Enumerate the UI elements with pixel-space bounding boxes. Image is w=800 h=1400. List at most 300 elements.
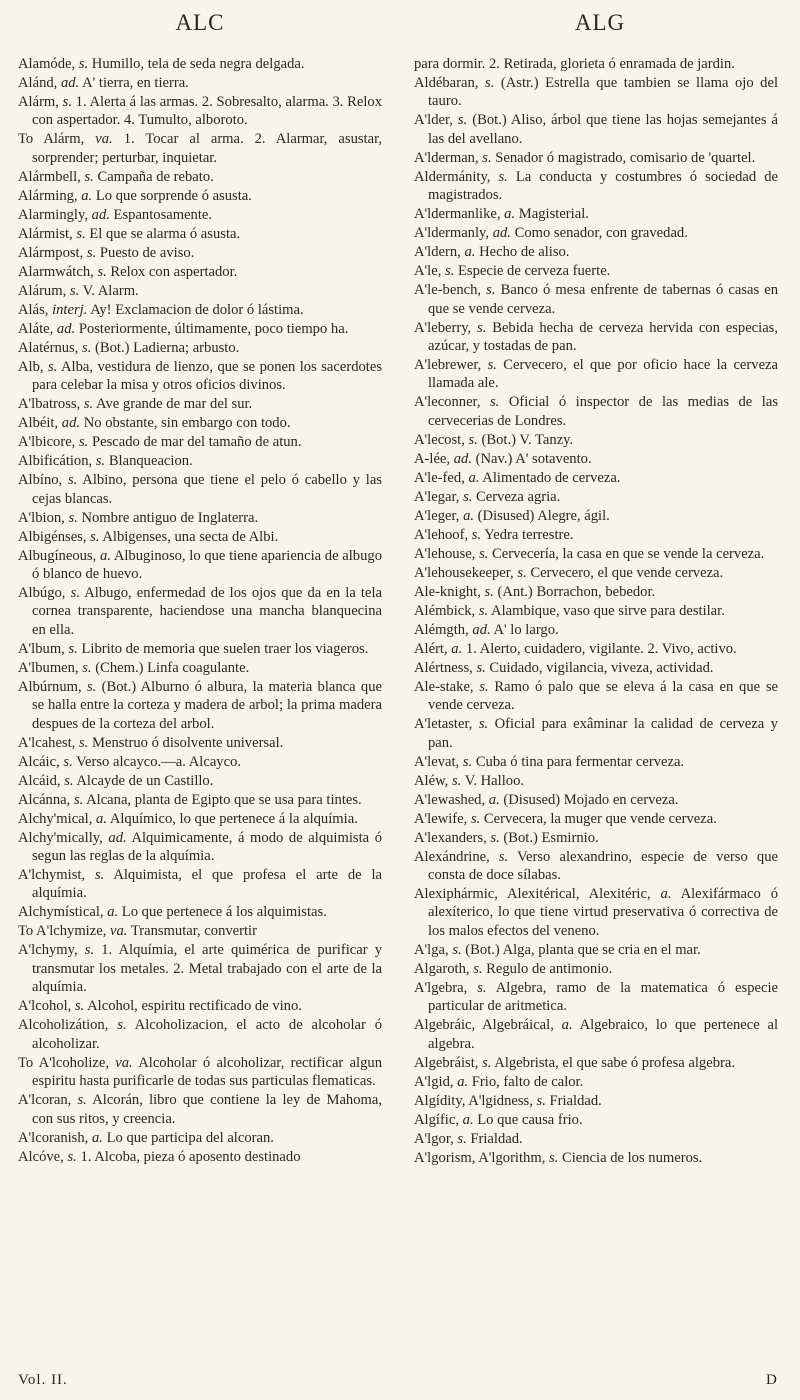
entry-definition: Alquimista, el que profesa el arte de la alquímia. <box>32 867 383 902</box>
dictionary-entry <box>18 659 382 677</box>
entry-headword: A'le-bench, <box>414 282 482 299</box>
entry-grammar: a. <box>464 244 476 261</box>
dictionary-entry <box>18 1148 382 1166</box>
entry-grammar: s. <box>70 585 80 602</box>
entry-definition: Algebraico, lo que pertenece al algebra. <box>428 1017 778 1052</box>
entry-definition: Relox con aspertador. <box>110 263 238 280</box>
dictionary-entry <box>18 55 382 73</box>
dictionary-entry <box>18 339 382 357</box>
entry-headword: Alárm, <box>18 94 59 110</box>
entry-headword: Alchy'mically, <box>18 829 103 846</box>
dictionary-entry <box>18 263 382 281</box>
entry-definition: Cuba ó tina para fermentar cerveza. <box>475 753 685 770</box>
entry-definition: Regulo de antimonio. <box>486 960 613 977</box>
entry-grammar: s. <box>117 1017 127 1034</box>
entry-definition: Frialdad. <box>549 1092 602 1109</box>
entry-headword: Alarmwátch, <box>18 263 94 280</box>
entry-definition: 1. Alquímia, el arte quimérica de purificar y transmutar los metales. 2. Metal trabajado con el arte de la alquímia. <box>32 942 383 996</box>
entry-definition: Ramo ó palo que se eleva á la casa en que se vende cerveza. <box>428 678 778 714</box>
dictionary-entry <box>414 111 778 148</box>
entry-headword: A'lgorism, A'lgorithm, <box>414 1149 546 1166</box>
entry-headword: A'ldermanly, <box>414 225 490 242</box>
entry-definition: Verso alexandrino, especie de verso que consta de doce sílabas. <box>428 848 778 884</box>
entry-headword: A'lcoranish, <box>18 1129 89 1146</box>
entry-headword: Alarmingly, <box>18 206 88 223</box>
dictionary-entry <box>414 356 778 393</box>
entry-definition: No obstante, sin embargo con todo. <box>83 415 291 432</box>
entry-headword: A'lchymy, <box>18 942 78 959</box>
dictionary-entry <box>18 528 382 546</box>
entry-definition: (Bot.) Aliso, árbol que tiene las hojas semejantes á las del avellano. <box>428 112 779 147</box>
entry-headword: A'ldern, <box>414 244 461 261</box>
entry-definition: Ave grande de mar del sur. <box>96 396 253 413</box>
volume-label: Vol. II. <box>18 1372 68 1388</box>
entry-headword: A'lewife, <box>414 810 468 827</box>
entry-definition: (Astr.) Estrella que tambien se llama ojo del tauro. <box>428 75 779 110</box>
dictionary-entry <box>18 997 382 1015</box>
entry-grammar: s. <box>468 431 478 448</box>
entry-grammar: s. <box>90 528 100 545</box>
entry-definition: 1. Tocar al arma. 2. Alarmar, asustar, sorprender; perturbar, inquietar. <box>32 131 382 166</box>
entry-definition: Alba, vestidura de lienzo, que se ponen los sacerdotes para celebar la misa y otros oficios divinos. <box>32 358 383 394</box>
entry-headword: Alcáid, <box>18 772 61 789</box>
dictionary-entry <box>18 320 382 338</box>
dictionary-entry <box>414 393 778 430</box>
entry-definition: Banco ó mesa enfrente de tabernas ó casas en que se vende cerveza. <box>428 282 779 317</box>
entry-definition: 1. Alerta á las armas. 2. Sobresalto, alarma. 3. Relox con aspertador. 4. Tumulto, alboroto. <box>32 94 383 129</box>
running-head-right: ALG <box>574 10 626 35</box>
entry-definition: Bebida hecha de cerveza hervida con especias, azúcar, y tostadas de pan. <box>428 319 779 355</box>
dictionary-entry <box>414 1054 778 1072</box>
dictionary-entry <box>18 772 382 790</box>
entry-grammar: s. <box>84 168 94 185</box>
entry-grammar: s. <box>549 1149 559 1166</box>
entry-definition: (Bot.) V. Tanzy. <box>481 431 574 448</box>
dictionary-entry <box>18 1054 382 1091</box>
entry-grammar: s. <box>79 434 89 451</box>
entry-grammar: a. <box>488 791 500 808</box>
entry-definition: Alcayde de un Castillo. <box>76 772 214 789</box>
entry-grammar: ad. <box>56 320 76 337</box>
entry-definition: Humillo, tela de seda negra delgada. <box>91 56 305 72</box>
entry-definition: El que se alarma ó asusta. <box>89 225 241 242</box>
entry-grammar: s. <box>48 358 58 375</box>
dictionary-entry <box>414 753 778 771</box>
entry-grammar: s. <box>95 453 106 470</box>
entry-definition: Alcoholizacion, el acto de alcoholar ó alcoholizar. <box>32 1017 382 1052</box>
dictionary-entry <box>414 829 778 847</box>
dictionary-entry <box>414 715 778 752</box>
entry-headword: Ale-stake, <box>414 678 474 695</box>
entry-grammar: s. <box>463 488 473 505</box>
entry-definition: Senador ó magistrado, comisario de 'quartel. <box>495 149 756 166</box>
entry-headword: A-lée, <box>414 450 451 467</box>
entry-definition: Como senador, con gravedad. <box>514 225 688 242</box>
entry-headword: Alémbick, <box>414 602 476 619</box>
dictionary-entry <box>18 93 382 130</box>
entry-headword: A'lbicore, <box>18 434 76 451</box>
entry-grammar: s. <box>457 1130 467 1147</box>
entry-grammar: s. <box>473 960 483 977</box>
dictionary-entry <box>414 941 778 959</box>
entry-grammar: s. <box>82 659 92 676</box>
entry-grammar: a. <box>457 1073 469 1090</box>
entry-grammar: interj. <box>52 301 88 318</box>
entry-grammar: s. <box>490 394 500 411</box>
entry-grammar: a. <box>96 810 107 827</box>
entry-headword: Aldébaran, <box>414 75 479 91</box>
entry-definition: Espantosamente. <box>113 206 213 223</box>
entry-grammar: s. <box>451 772 462 789</box>
dictionary-entry <box>414 621 778 639</box>
entry-grammar: va. <box>95 131 113 148</box>
dictionary-entry <box>414 810 778 828</box>
dictionary-entry <box>18 452 382 470</box>
entry-definition: Alimentado de cerveza. <box>482 469 621 486</box>
entry-grammar: s. <box>97 263 107 280</box>
dictionary-entry <box>18 301 382 319</box>
entry-grammar: s. <box>498 848 509 865</box>
entry-definition: Ay! Exclamacion de dolor ó lástima. <box>90 301 304 318</box>
entry-definition: Albino, persona que tiene el pelo ó cabello y las cejas blancas. <box>32 472 382 507</box>
entry-grammar: a. <box>463 507 475 524</box>
dictionary-entry <box>414 488 778 506</box>
entry-headword: Ale-knight, <box>414 583 481 600</box>
entry-grammar: va. <box>115 1054 133 1071</box>
left-column <box>18 55 382 1167</box>
entry-headword: A'lebrewer, <box>414 357 482 374</box>
dictionary-entry <box>18 791 382 809</box>
dictionary-entry <box>414 583 778 601</box>
entry-grammar: s. <box>67 1148 77 1165</box>
entry-grammar: s. <box>63 753 73 770</box>
running-head-left: ALC <box>175 10 225 35</box>
entry-grammar: a. <box>468 469 480 486</box>
dictionary-entry <box>18 678 382 733</box>
entry-grammar: s. <box>94 867 105 884</box>
entry-definition: para dormir. 2. Retirada, glorieta ó enramada de jardin. <box>414 56 735 72</box>
entry-definition: 1. Alerto, cuidadero, vigilante. 2. Vivo, activo. <box>465 640 737 657</box>
entry-headword: Algebráist, <box>414 1054 479 1071</box>
dictionary-entry <box>414 450 778 468</box>
entry-grammar: s. <box>67 472 78 489</box>
entry-headword: Aldermánity, <box>414 168 491 185</box>
entry-grammar: a. <box>462 1111 474 1128</box>
dictionary-entry <box>414 526 778 544</box>
entry-headword: A'lcohol, <box>18 998 72 1015</box>
entry-grammar: ad. <box>453 450 472 467</box>
entry-grammar: a. <box>504 206 516 223</box>
dictionary-entry <box>18 1016 382 1053</box>
entry-definition: Campaña de rebato. <box>97 168 214 185</box>
entry-headword: A'lcoran, <box>18 1092 72 1109</box>
entry-headword: Alémgth, <box>414 621 469 638</box>
entry-headword: Alb, <box>18 358 44 375</box>
entry-definition: Librito de memoria que suelen traer los viageros. <box>81 640 369 657</box>
dictionary-entry <box>18 753 382 771</box>
entry-grammar: a. <box>91 1129 103 1146</box>
entry-headword: To A'lchymize, <box>18 923 107 940</box>
entry-headword: A'lehoof, <box>414 526 469 543</box>
entry-definition: Alcohol, espiritu rectificado de vino. <box>87 998 302 1015</box>
entry-definition: (Disused) Alegre, ágil. <box>477 507 610 524</box>
dictionary-entry <box>414 431 778 449</box>
entry-headword: Alamóde, <box>18 56 76 72</box>
dictionary-entry <box>414 281 778 318</box>
entry-headword: A'ldermanlike, <box>414 206 501 223</box>
entry-headword: A'lcahest, <box>18 734 76 751</box>
entry-headword: Albúgo, <box>18 585 66 602</box>
dictionary-entry <box>414 1149 778 1167</box>
dictionary-entry <box>414 74 778 111</box>
entry-grammar: a. <box>107 904 119 921</box>
dictionary-entry <box>414 960 778 978</box>
entry-grammar: s. <box>83 396 94 413</box>
entry-grammar: ad. <box>91 206 110 223</box>
entry-grammar: a. <box>451 640 463 657</box>
entry-headword: A'levat, <box>414 753 460 770</box>
dictionary-entry <box>18 810 382 828</box>
entry-grammar: a. <box>660 886 672 903</box>
dictionary-entry <box>18 282 382 300</box>
entry-definition: (Chem.) Linfa coagulante. <box>95 659 250 676</box>
entry-grammar: s. <box>471 526 482 543</box>
dictionary-entry <box>18 187 382 205</box>
entry-grammar: s. <box>479 678 489 695</box>
entry-grammar: s. <box>76 225 86 242</box>
right-column <box>414 55 778 1168</box>
dictionary-entry <box>18 903 382 921</box>
entry-grammar: s. <box>470 810 481 827</box>
entry-definition: Cervecería, la casa en que se vende la cerveza. <box>492 545 765 562</box>
entry-headword: A'lbumen, <box>18 659 79 676</box>
dictionary-entry <box>414 659 778 677</box>
dictionary-entry <box>18 414 382 432</box>
entry-grammar: s. <box>479 545 489 562</box>
entry-headword: A'leconner, <box>414 394 481 411</box>
dictionary-entry <box>18 433 382 451</box>
entry-definition: Lo que pertenece á los alquimistas. <box>121 904 327 921</box>
entry-grammar: s. <box>484 583 494 600</box>
entry-headword: A'lderman, <box>414 149 479 166</box>
entry-grammar: s. <box>482 149 492 166</box>
entry-grammar: a. <box>81 187 93 204</box>
entry-definition: Algebrista, el que sabe ó profesa algebra. <box>494 1054 735 1071</box>
dictionary-entry <box>414 319 778 356</box>
entry-headword: A'leberry, <box>414 319 472 336</box>
entry-grammar: s. <box>477 979 487 996</box>
entry-headword: Alchy'mical, <box>18 810 93 827</box>
entry-headword: Algídity, A'lgidness, <box>414 1092 533 1109</box>
entry-definition: Alquímico, lo que pertenece á la alquímia. <box>109 810 358 827</box>
entry-headword: A'lehousekeeper, <box>414 564 514 581</box>
dictionary-entry <box>18 734 382 752</box>
entry-definition: Algebra, ramo de la matematica ó especie particular de aritmetica. <box>428 979 778 1015</box>
entry-headword: Albéit, <box>18 415 59 432</box>
entry-definition: V. Halloo. <box>464 772 525 789</box>
entry-headword: A'letaster, <box>414 716 473 733</box>
dictionary-entry <box>18 358 382 395</box>
entry-grammar: s. <box>484 75 495 91</box>
entry-definition: Cervecero, el que vende cerveza. <box>530 564 724 581</box>
entry-headword: A'lgebra, <box>414 979 468 996</box>
entry-grammar: a. <box>99 547 111 564</box>
entry-definition: Puesto de aviso. <box>99 244 195 261</box>
entry-definition: Nombre antiguo de Inglaterra. <box>81 509 259 526</box>
dictionary-entry <box>414 885 778 940</box>
entry-definition: 1. Alcoba, pieza ó aposento destinado <box>80 1148 301 1165</box>
entry-grammar: a. <box>561 1017 573 1034</box>
entry-headword: To Alárm, <box>18 131 85 148</box>
dictionary-entry <box>414 772 778 790</box>
entry-definition: Albigenses, una secta de Albi. <box>102 528 279 545</box>
dictionary-entry <box>18 395 382 413</box>
entry-grammar: s. <box>82 339 92 356</box>
dictionary-entry <box>414 1092 778 1110</box>
entry-headword: A'lder, <box>414 112 453 129</box>
dictionary-entry <box>414 149 778 167</box>
entry-headword: Albugíneous, <box>18 547 97 564</box>
dictionary-entry <box>414 1130 778 1148</box>
entry-definition: Cervecera, la muger que vende cerveza. <box>483 810 717 827</box>
dictionary-entry <box>414 262 778 280</box>
entry-grammar: ad. <box>60 75 80 91</box>
entry-grammar: s. <box>517 564 527 581</box>
entry-definition: A' tierra, en tierra. <box>82 75 189 91</box>
entry-headword: Alármbell, <box>18 168 81 185</box>
dictionary-entry <box>414 1111 778 1129</box>
dictionary-entry <box>18 225 382 243</box>
entry-headword: Alármpost, <box>18 244 84 261</box>
dictionary-entry <box>18 509 382 527</box>
entry-headword: Alcánna, <box>18 791 71 808</box>
entry-headword: A'lgid, <box>414 1073 454 1090</box>
entry-headword: A'lbum, <box>18 640 65 657</box>
entry-headword: A'lbatross, <box>18 396 81 413</box>
entry-grammar: va. <box>110 923 128 940</box>
entry-headword: A'lehouse, <box>414 545 476 562</box>
dictionary-entry <box>414 602 778 620</box>
dictionary-entry <box>18 1091 382 1128</box>
entry-headword: Alcóve, <box>18 1148 64 1165</box>
dictionary-entry <box>414 205 778 223</box>
entry-grammar: s. <box>457 112 468 129</box>
entry-definition: Hecho de aliso. <box>479 244 570 261</box>
entry-definition: Pescado de mar del tamaño de atun. <box>91 434 302 451</box>
entry-grammar: s. <box>498 168 508 185</box>
dictionary-entry <box>414 848 778 885</box>
entry-grammar: s. <box>74 998 85 1015</box>
entry-headword: Alármist, <box>18 225 73 242</box>
dictionary-entry <box>414 1073 778 1091</box>
entry-grammar: s. <box>62 94 72 110</box>
dictionary-entry <box>18 584 382 639</box>
entry-definition: Alcana, planta de Egipto que se usa para tintes. <box>86 791 362 808</box>
entry-grammar: s. <box>79 734 89 751</box>
entry-definition: (Disused) Mojado en cerveza. <box>503 791 679 808</box>
entry-headword: Alcáic, <box>18 753 60 770</box>
dictionary-entry <box>18 922 382 940</box>
entry-headword: A'lewashed, <box>414 791 486 808</box>
entry-grammar: s. <box>536 1092 546 1109</box>
entry-headword: Alcoholizátion, <box>18 1017 109 1034</box>
entry-grammar: s. <box>68 640 78 657</box>
entry-headword: Albificátion, <box>18 453 93 470</box>
entry-headword: Algífic, <box>414 1111 459 1128</box>
dictionary-entry <box>18 206 382 224</box>
entry-headword: Albúrnum, <box>18 678 82 695</box>
entry-definition: Lo que sorprende ó asusta. <box>95 187 252 204</box>
entry-grammar: s. <box>77 1092 87 1109</box>
dictionary-entry <box>18 866 382 903</box>
entry-headword: Alárum, <box>18 282 67 299</box>
dictionary-entry <box>18 244 382 262</box>
dictionary-entry <box>18 547 382 584</box>
entry-definition: Cerveza agria. <box>476 488 561 505</box>
entry-grammar: s. <box>486 282 496 299</box>
dictionary-entry <box>414 469 778 487</box>
dictionary-entry <box>414 545 778 563</box>
entry-grammar: s. <box>68 509 78 526</box>
dictionary-entry <box>18 168 382 186</box>
entry-grammar: s. <box>84 942 95 959</box>
entry-grammar: s. <box>452 941 462 958</box>
entry-definition: La conducta y costumbres ó sociedad de magistrados. <box>428 168 778 204</box>
entry-definition: (Bot.) Alga, planta que se cria en el mar. <box>465 941 701 958</box>
signature-mark: D <box>766 1372 777 1388</box>
entry-headword: A'le, <box>414 263 442 280</box>
entry-grammar: s. <box>78 56 89 72</box>
entry-headword: A'lecost, <box>414 431 465 448</box>
entry-grammar: s. <box>69 282 80 299</box>
dictionary-entry <box>18 130 382 167</box>
dictionary-entry <box>414 243 778 261</box>
entry-headword: Alás, <box>18 301 49 318</box>
entry-definition: Magisterial. <box>518 206 589 223</box>
entry-grammar: s. <box>86 678 97 695</box>
entry-grammar: s. <box>73 791 84 808</box>
entry-definition: Frialdad. <box>470 1130 523 1147</box>
entry-headword: Algaroth, <box>414 960 470 977</box>
entry-grammar: ad. <box>61 415 81 432</box>
entry-grammar: s. <box>478 602 489 619</box>
entry-definition: (Ant.) Borrachon, bebedor. <box>497 583 656 600</box>
dictionary-entry <box>414 979 778 1016</box>
entry-definition: Transmutar, convertir <box>130 923 257 940</box>
dictionary-entry <box>18 1129 382 1147</box>
entry-grammar: s. <box>64 772 74 789</box>
entry-definition: Verso alcayco.—a. Alcayco. <box>76 753 242 770</box>
entry-grammar: s. <box>487 357 497 374</box>
entry-definition: Alquimicamente, á modo de alquimista ó segun las reglas de la alquímia. <box>32 829 383 865</box>
entry-headword: A'lgor, <box>414 1130 454 1147</box>
entry-grammar: ad. <box>108 829 127 846</box>
entry-definition: (Nav.) A' sotavento. <box>475 450 592 467</box>
entry-definition: Albuginoso, lo que tiene apariencia de albugo ó blanco de huevo. <box>32 547 382 583</box>
entry-headword: A'le-fed, <box>414 469 465 486</box>
entry-grammar: ad. <box>492 225 511 242</box>
dictionary-entry <box>414 507 778 525</box>
page-header <box>0 10 800 40</box>
entry-headword: A'lbion, <box>18 509 65 526</box>
entry-grammar: ad. <box>472 621 491 638</box>
entry-definition: (Bot.) Ladierna; arbusto. <box>95 339 240 356</box>
entry-headword: To A'lcoholize, <box>18 1054 109 1071</box>
entry-headword: Albíno, <box>18 472 63 489</box>
entry-definition: Ciencia de los numeros. <box>561 1149 703 1166</box>
entry-grammar: s. <box>477 319 487 336</box>
entry-definition: Yedra terrestre. <box>484 526 574 543</box>
